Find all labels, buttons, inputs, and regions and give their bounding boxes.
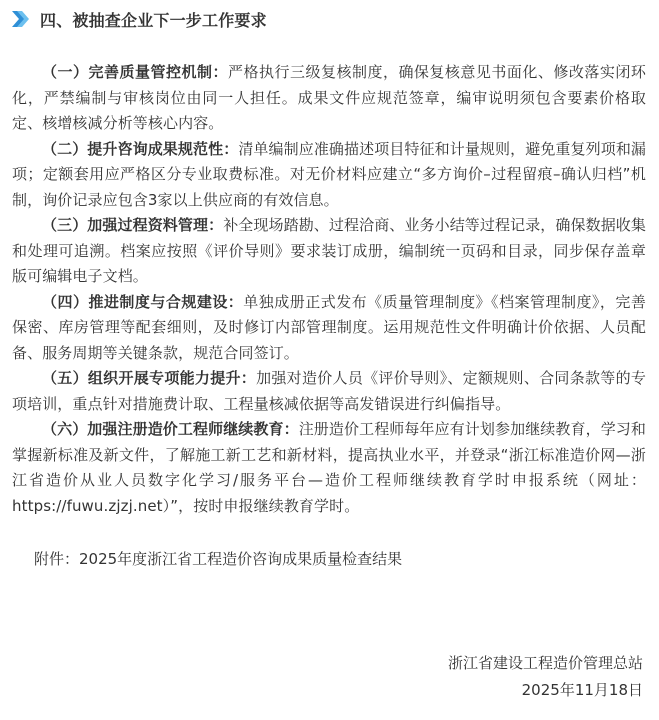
double-chevron-right-icon bbox=[10, 9, 30, 29]
requirement-item-5 bbox=[12, 366, 646, 417]
requirement-heading: （二）提升咨询成果规范性： bbox=[42, 139, 239, 158]
requirement-heading: （六）加强注册造价工程师继续教育： bbox=[42, 420, 299, 438]
signoff bbox=[448, 650, 643, 704]
requirement-item-4 bbox=[12, 290, 646, 367]
requirement-heading: （三）加强过程资料管理： bbox=[42, 216, 224, 234]
issuing-organization: 浙江省建设工程造价管理总站 bbox=[447, 654, 643, 672]
requirement-item-3 bbox=[12, 213, 646, 290]
requirement-text: 补全现场踏勘、过程洽商、业务小结等过程记录，确保数据收集和处理可追溯。档案应按照《评价导则》要求装订成册，编制统一页码和目录，同步保存盖章版可编辑电子文档。 bbox=[12, 216, 647, 285]
section-title: 四、被抽查企业下一步工作要求 bbox=[40, 10, 267, 30]
requirement-item-6 bbox=[12, 417, 646, 519]
requirement-heading: （四）推进制度与合规建设： bbox=[42, 292, 244, 311]
requirement-text: 加强对造价人员《评价导则》、定额规则、合同条款等的专项培训，重点针对措施费计取、工程量核减依据等高发错误进行纠偏指导。 bbox=[12, 369, 646, 413]
requirement-heading: （一）完善质量管控机制： bbox=[42, 63, 228, 81]
requirement-heading: （五）组织开展专项能力提升： bbox=[42, 369, 257, 387]
attachment-note: 附件：2025年度浙江省工程造价咨询成果质量检查结果 bbox=[34, 550, 403, 568]
issue-date: 2025年11月18日 bbox=[521, 681, 643, 699]
requirement-item-1 bbox=[12, 60, 646, 137]
requirement-text: 注册造价工程师每年应有计划参加继续教育，学习和掌握新标准及新文件，了解施工新工艺和新材料，提高执业水平，并登录“浙江标准造价网—浙江省造价从业人员数字化学习/服务平台—造价工程师继续教育学时申报系统（网址：https://fuwu.zjzj.net）”，按时申报继续教育学时。 bbox=[12, 420, 647, 515]
requirement-item-2 bbox=[12, 137, 646, 214]
requirements-list bbox=[12, 60, 646, 519]
requirement-text: 清单编制应准确描述项目特征和计量规则，避免重复列项和漏项；定额套用应严格区分专业取费标准。对无价材料应建立“多方询价–过程留痕–确认归档”机制，询价记录应包含3家以上供应商的有效信息。 bbox=[12, 139, 647, 209]
requirement-text: 严格执行三级复核制度，确保复核意见书面化、修改落实闭环化，严禁编制与审核岗位由同一人担任。成果文件应规范签章，编审说明须包含要素价格取定、核增核减分析等核心内容。 bbox=[12, 63, 646, 132]
section-header bbox=[10, 8, 267, 30]
requirement-text: 单独成册正式发布《质量管理制度》《档案管理制度》，完善保密、库房管理等配套细则，及时修订内部管理制度。运用规范性文件明确计价依据、人员配备、服务周期等关键条款，规范合同签订。 bbox=[12, 292, 646, 362]
